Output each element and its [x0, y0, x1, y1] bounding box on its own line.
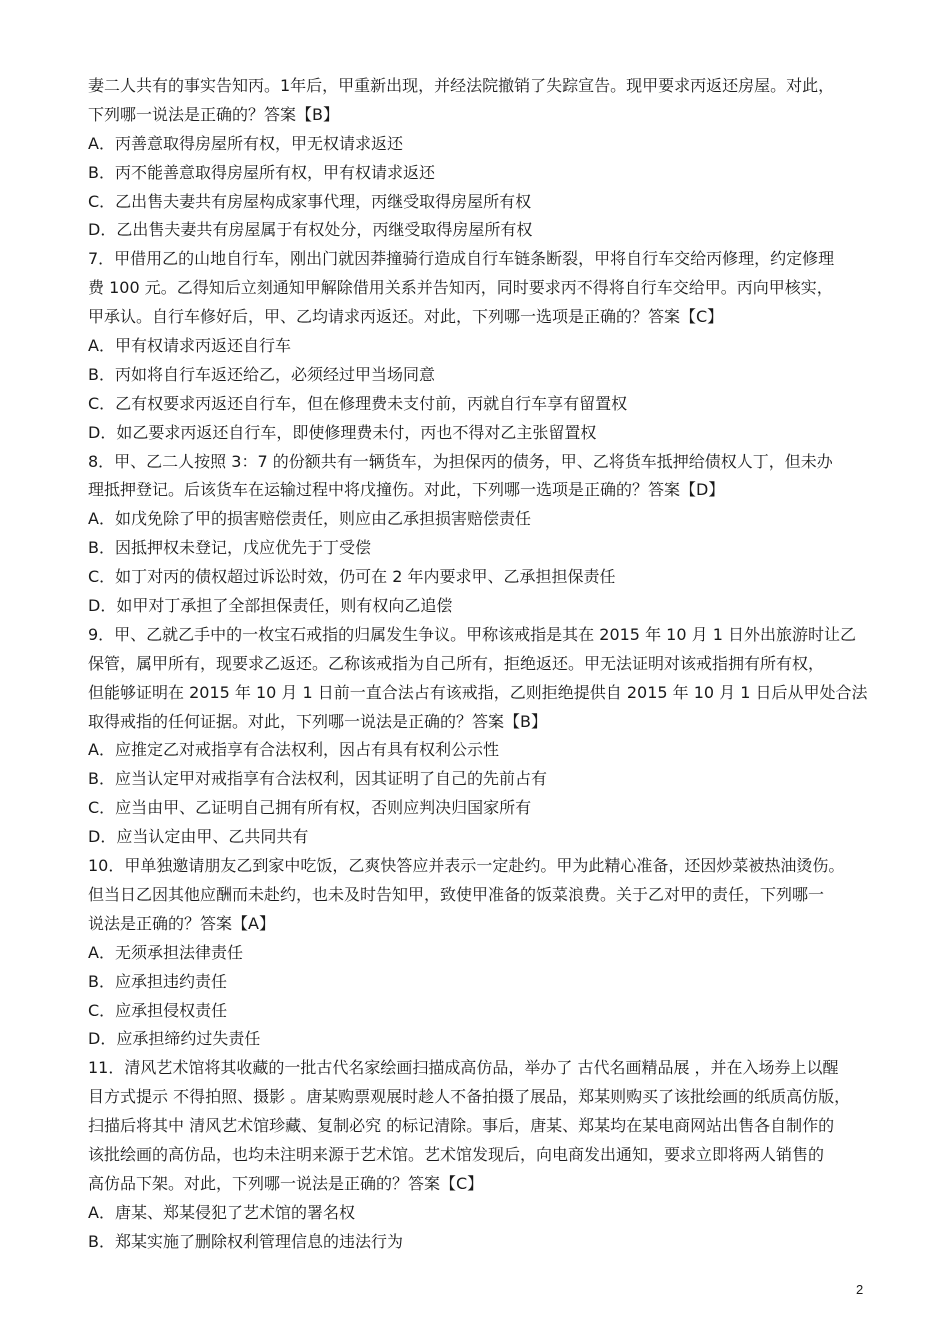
text-line: C．应当由甲、乙证明自己拥有所有权，否则应判决归国家所有 — [88, 798, 532, 818]
text-line: 8．甲、乙二人按照 3：7 的份额共有一辆货车，为担保丙的债务，甲、乙将货车抵押给债权人丁，但未办 — [88, 451, 833, 471]
text-line: A．如戊免除了甲的损害赔偿责任，则应由乙承担损害赔偿责任 — [88, 509, 531, 529]
text-line: D．如甲对丁承担了全部担保责任，则有权向乙追偿 — [88, 596, 453, 616]
text-line: 说法是正确的？答案【A】 — [88, 913, 275, 933]
text-line: 该批绘画的高仿品，也均未注明来源于艺术馆。艺术馆发现后，向电商发出通知，要求立即将两人销售的 — [88, 1144, 825, 1164]
text-line: 10．甲单独邀请朋友乙到家中吃饭，乙爽快答应并表示一定赴约。甲为此精心准备，还因炒菜被热油烫伤。 — [88, 856, 845, 876]
text-line: D．如乙要求丙返还自行车，即使修理费未付，丙也不得对乙主张留置权 — [88, 422, 597, 442]
text-line: B．郑某实施了删除权利管理信息的违法行为 — [88, 1231, 403, 1251]
text-line: D．应承担缔约过失责任 — [88, 1029, 261, 1049]
text-line: B．应当认定甲对戒指享有合法权利，因其证明了自己的先前占有 — [88, 769, 547, 789]
text-line: A．无须承担法律责任 — [88, 942, 243, 962]
text-line: B．丙不能善意取得房屋所有权，甲有权请求返还 — [88, 162, 435, 182]
text-line: 下列哪一说法是正确的？答案【B】 — [88, 104, 339, 124]
text-line: 11．清风艺术馆将其收藏的一批古代名家绘画扫描成高仿品，举办了 古代名画精品展 ，并在入场券上以醒 — [88, 1058, 839, 1078]
text-line: 甲承认。自行车修好后，甲、乙均请求丙返还。对此，下列哪一选项是正确的？答案【C】 — [88, 307, 724, 327]
text-line: 高仿品下架。对此，下列哪一说法是正确的？答案【C】 — [88, 1173, 484, 1193]
text-line: D．应当认定由甲、乙共同共有 — [88, 827, 309, 847]
text-line: B．因抵押权未登记，戊应优先于丁受偿 — [88, 538, 371, 558]
text-line: 费 100 元。乙得知后立刻通知甲解除借用关系并告知丙，同时要求丙不得将自行车交给甲。丙向甲核实， — [88, 278, 833, 298]
text-line: A．甲有权请求丙返还自行车 — [88, 336, 291, 356]
text-line: 9．甲、乙就乙手中的一枚宝石戒指的归属发生争议。甲称该戒指是其在 2015 年 10 月 1 日外出旅游时让乙 — [88, 624, 856, 644]
text-line: 7．甲借用乙的山地自行车，刚出门就因莽撞骑行造成自行车链条断裂，甲将自行车交给丙修理，约定修理 — [88, 249, 835, 269]
text-line: C．乙出售夫妻共有房屋构成家事代理，丙继受取得房屋所有权 — [88, 191, 532, 211]
text-line: B．丙如将自行车返还给乙，必须经过甲当场同意 — [88, 364, 435, 384]
text-line: C．乙有权要求丙返还自行车，但在修理费未支付前，丙就自行车享有留置权 — [88, 393, 628, 413]
text-line: 扫描后将其中 清风艺术馆珍藏、复制必究 的标记清除。事后，唐某、郑某均在某电商网站出售各自制作的 — [88, 1116, 835, 1136]
text-line: 但当日乙因其他应酬而未赴约，也未及时告知甲，致使甲准备的饭菜浪费。关于乙对甲的责任，下列哪一 — [88, 884, 825, 904]
text-line: A．应推定乙对戒指享有合法权利，因占有具有权利公示性 — [88, 740, 499, 760]
text-line: A．丙善意取得房屋所有权，甲无权请求返还 — [88, 133, 403, 153]
document-body — [88, 72, 868, 1257]
text-line: D．乙出售夫妻共有房屋属于有权处分，丙继受取得房屋所有权 — [88, 220, 533, 240]
text-line: 目方式提示 不得拍照、摄影 。唐某购票观展时趁人不备拍摄了展品，郑某则购买了该批绘画的纸质高仿版， — [88, 1087, 851, 1107]
text-line: 但能够证明在 2015 年 10 月 1 日前一直合法占有该戒指，乙则拒绝提供自 2015 年 10 月 1 日后从甲处合法 — [88, 682, 868, 702]
text-line: B．应承担违约责任 — [88, 971, 227, 991]
text-line: C．如丁对丙的债权超过诉讼时效，仍可在 2 年内要求甲、乙承担担保责任 — [88, 567, 616, 587]
text-line: 保管，属甲所有，现要求乙返还。乙称该戒指为自己所有，拒绝返还。甲无法证明对该戒指拥有所有权， — [88, 653, 825, 673]
text-line: 妻二人共有的事实告知丙。1年后，甲重新出现，并经法院撤销了失踪宣告。现甲要求丙返还房屋。对此， — [88, 76, 835, 95]
text-line: 取得戒指的任何证据。对此，下列哪一说法是正确的？答案【B】 — [88, 711, 547, 731]
page-number: 2 — [856, 1282, 864, 1297]
text-line: A．唐某、郑某侵犯了艺术馆的署名权 — [88, 1202, 355, 1222]
text-line: 理抵押登记。后该货车在运输过程中将戊撞伤。对此，下列哪一选项是正确的？答案【D】 — [88, 480, 725, 500]
text-line: C．应承担侵权责任 — [88, 1000, 228, 1020]
